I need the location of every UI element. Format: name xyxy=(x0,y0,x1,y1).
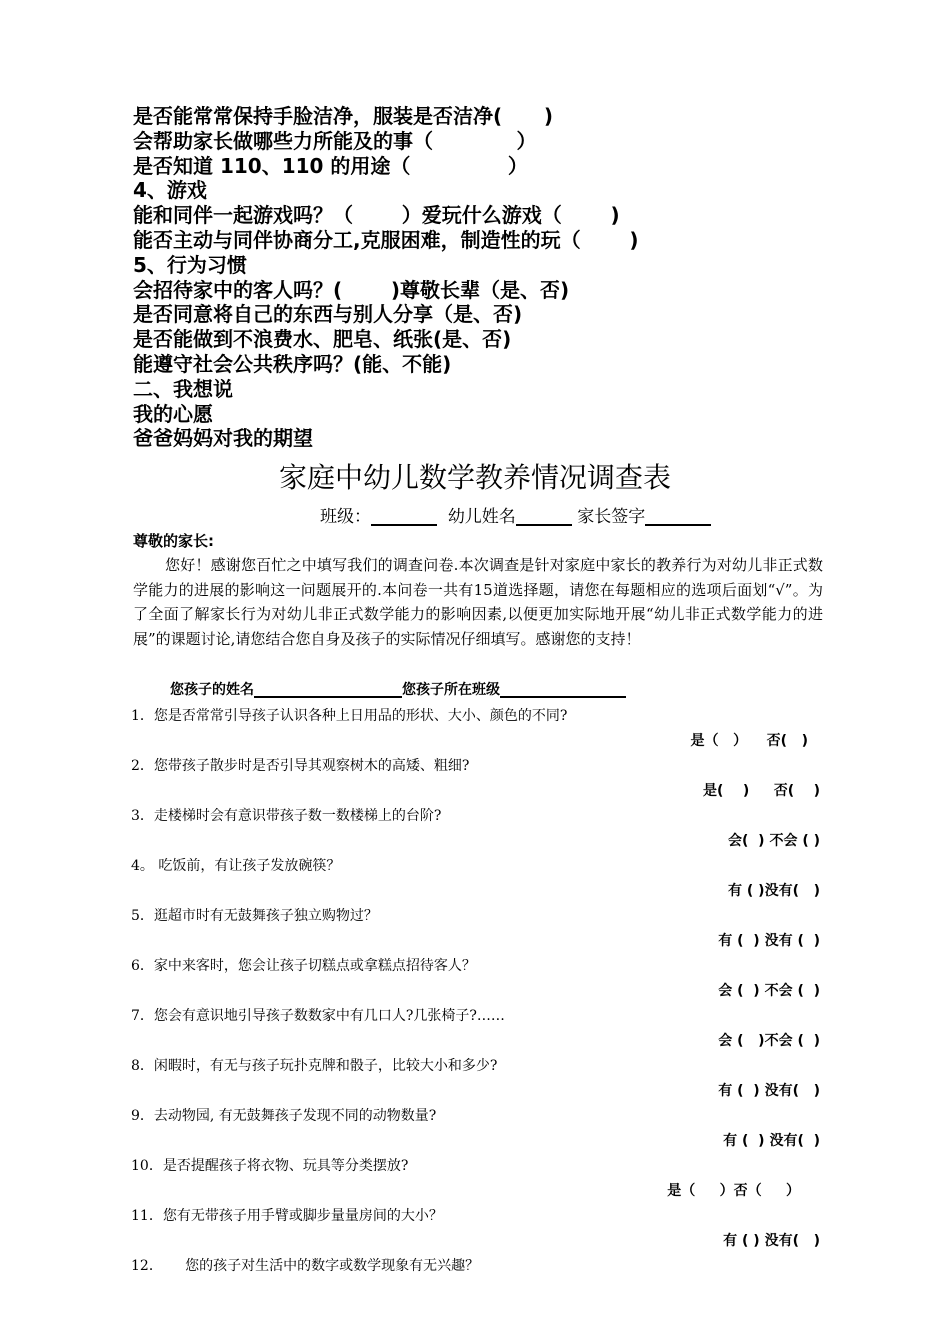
answer-options-5[interactable]: 有 ( ) 没有 ( ) xyxy=(718,933,820,949)
top-line-2: 会帮助家长做哪些力所能及的事（ ） xyxy=(133,128,537,153)
question-7: 7．您会有意识地引导孩子数数家中有几口人?几张椅子?…… xyxy=(131,1008,505,1024)
section-heading-games: 4、游戏 xyxy=(133,178,207,203)
top-line-6: 能否主动与同伴协商分工,克服困难，制造性的玩（ ) xyxy=(133,227,639,252)
answer-options-9[interactable]: 有 ( ) 没有( ) xyxy=(723,1133,820,1149)
signature-label: 家长签字 xyxy=(577,507,646,527)
answer-options-1[interactable]: 是（ ） 否( ) xyxy=(690,733,808,749)
top-line-10: 是否能做到不浪费水、肥皂、纸张(是、否) xyxy=(133,327,512,352)
info-line xyxy=(320,503,840,531)
previous-survey-section xyxy=(133,104,833,451)
top-line-3: 是否知道 110、110 的用途（ ） xyxy=(133,153,528,178)
answer-options-2[interactable]: 是( ) 否( ) xyxy=(703,783,820,799)
child-class-field[interactable] xyxy=(500,680,626,698)
child-class-label: 您孩子所在班级 xyxy=(402,682,500,698)
answer-options-11[interactable]: 有 ( ) 没有( ) xyxy=(723,1233,820,1249)
survey-title: 家庭中幼儿数学教养情况调查表 xyxy=(278,461,671,494)
top-line-9: 是否同意将自己的东西与别人分享（是、否) xyxy=(133,302,523,327)
section-heading-i-want-to-say: 二、我想说 xyxy=(133,376,233,401)
top-line-14: 爸爸妈妈对我的期望 xyxy=(133,426,313,451)
question-8: 8．闲暇时，有无与孩子玩扑克牌和骰子，比较大小和多少? xyxy=(131,1058,498,1074)
answer-options-4[interactable]: 有 ( )没有( ) xyxy=(728,883,820,899)
intro-paragraph: 您好！感谢您百忙之中填写我们的调查问卷.本次调查是针对家庭中家长的教养行为对幼儿非正式数学能力的进展的影响这一问题展开的.本问卷一共有15道选择题，请您在每题相应的选项后面划“√”。为了全面了解家长行为对幼儿非正式数学能力的影响因素,以便更加实际地开展“幼儿非正式数学能力的进展”的课题讨论,请您结合您自身及孩子的实际情况仔细填写。感谢您的支持！ xyxy=(133,556,823,648)
top-line-13: 我的心愿 xyxy=(133,401,213,426)
question-5: 5．逛超市时有无鼓舞孩子独立购物过？ xyxy=(131,908,378,924)
child-name-label: 幼儿姓名 xyxy=(447,507,516,527)
question-9: 9．去动物园, 有无鼓舞孩子发现不同的动物数量? xyxy=(131,1108,437,1124)
question-2: 2．您带孩子散步时是否引导其观察树木的高矮、粗细? xyxy=(131,758,470,774)
answer-options-8[interactable]: 有 ( ) 没有( ) xyxy=(718,1083,820,1099)
top-line-1: 是否能常常保持手脸洁净，服装是否洁净( ) xyxy=(133,104,554,128)
child-info-line xyxy=(170,680,690,700)
question-6: 6．家中来客时，您会让孩子切糕点或拿糕点招待客人？ xyxy=(131,958,476,974)
child-name-blank[interactable] xyxy=(516,504,572,526)
section-heading-habits: 5、行为习惯 xyxy=(133,252,247,277)
signature-blank[interactable] xyxy=(645,504,711,526)
answer-options-6[interactable]: 会 ( ) 不会 ( ) xyxy=(718,983,820,999)
child-name-field[interactable] xyxy=(254,680,402,698)
question-10: 10．是否提醒孩子将衣物、玩具等分类摆放? xyxy=(131,1158,409,1174)
top-line-11: 能遵守社会公共秩序吗？(能、不能) xyxy=(133,351,452,376)
answer-options-10[interactable]: 是（ ）否（ ） xyxy=(667,1183,800,1199)
top-line-8: 会招待家中的客人吗？( )尊敬长辈（是、否) xyxy=(133,277,570,302)
answer-options-3[interactable]: 会( ) 不会 ( ) xyxy=(728,833,820,849)
question-12: 12． 您的孩子对生活中的数字或数学现象有无兴趣？ xyxy=(131,1258,480,1274)
question-1: 1．您是否常常引导孩子认识各种上日用品的形状、大小、颜色的不同? xyxy=(131,708,568,724)
question-4: 4。 吃饭前，有让孩子发放碗筷？ xyxy=(131,858,341,874)
class-label: 班级： xyxy=(320,507,371,527)
child-name-label-2: 您孩子的姓名 xyxy=(170,682,254,698)
class-blank[interactable] xyxy=(371,504,437,526)
question-11: 11．您有无带孩子用手臂或脚步量量房间的大小？ xyxy=(131,1208,443,1224)
answer-options-7[interactable]: 会 ( )不会 ( ) xyxy=(718,1033,820,1049)
greeting: 尊敬的家长: xyxy=(133,532,214,550)
top-line-5: 能和同伴一起游戏吗？（ ）爱玩什么游戏（ ) xyxy=(133,203,620,228)
question-3: 3．走楼梯时会有意识带孩子数一数楼梯上的台阶? xyxy=(131,808,442,824)
